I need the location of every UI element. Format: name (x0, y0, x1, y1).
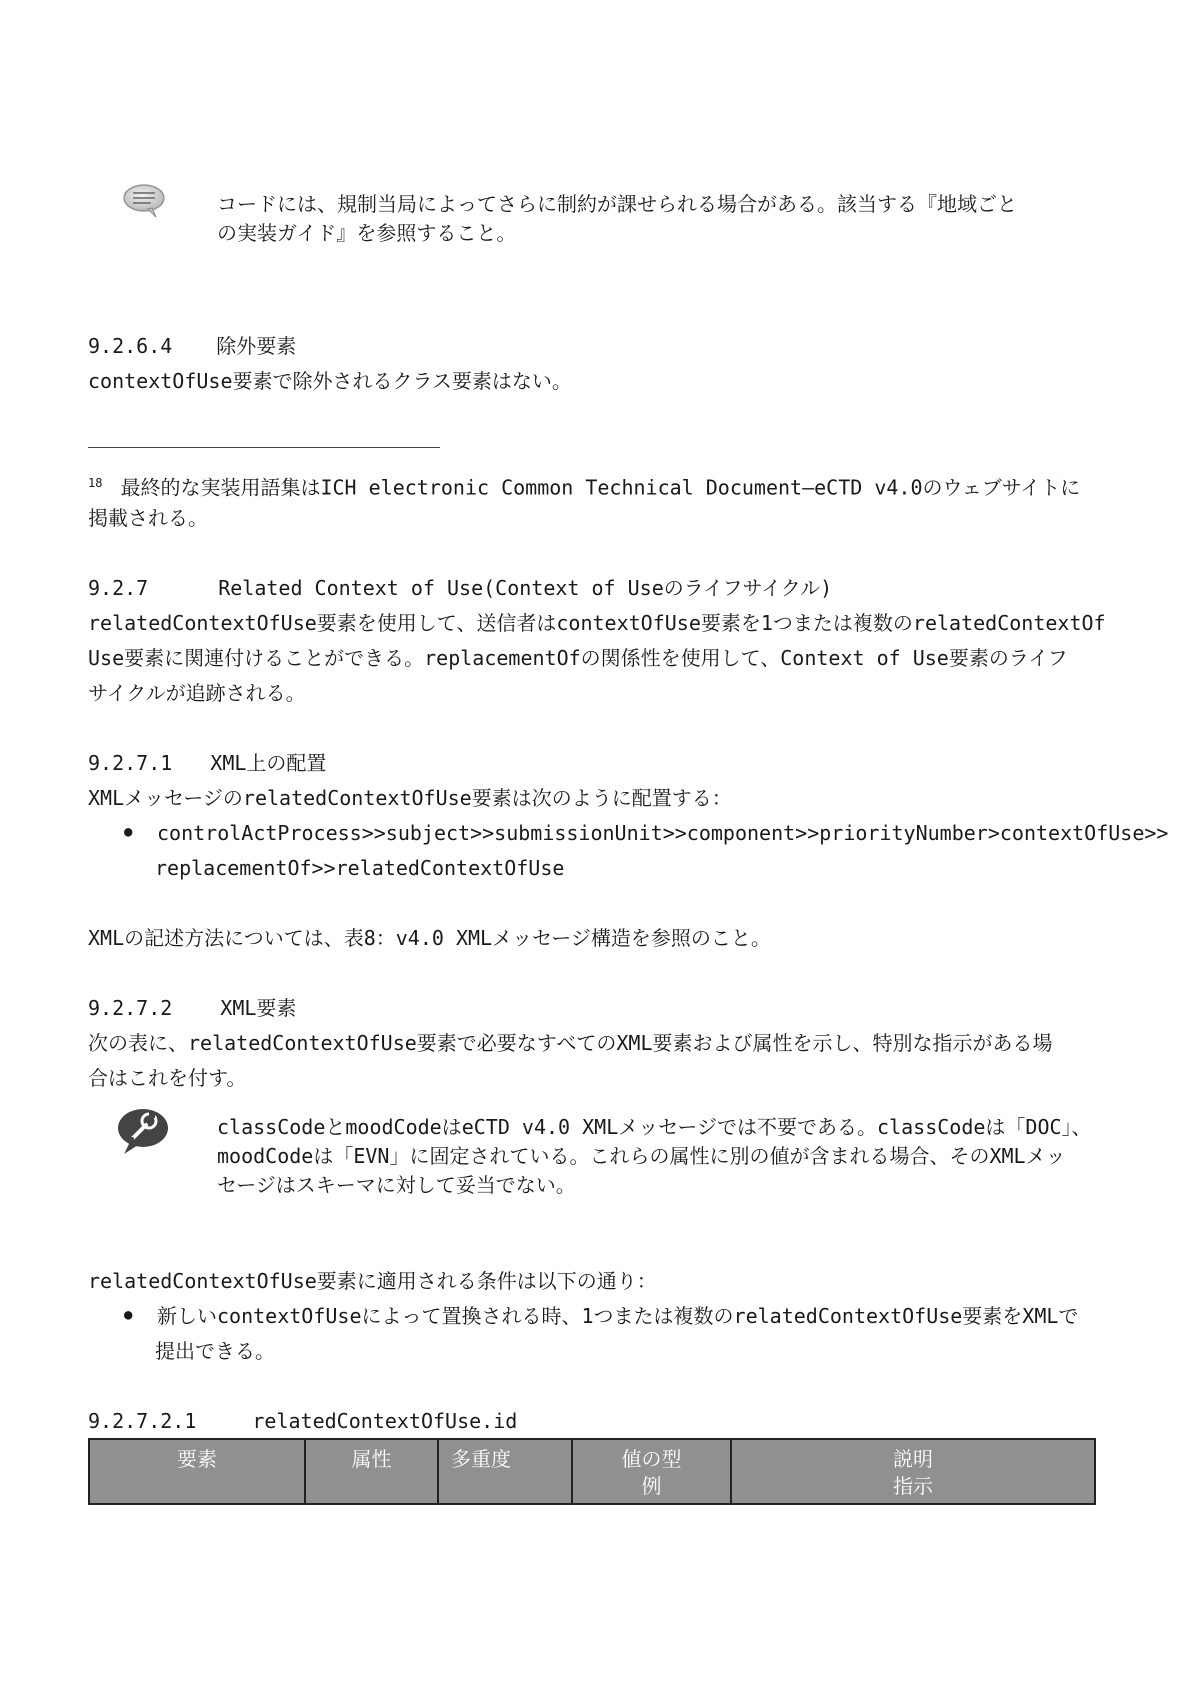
header-cardinality: 多重度 (438, 1439, 572, 1504)
section-title: relatedContextOfUse.id (252, 1409, 518, 1433)
header-attribute: 属性 (305, 1439, 438, 1504)
section-number: 9.2.7.2 (88, 996, 173, 1020)
footnote-separator (88, 447, 440, 448)
footnote-line: 最終的な実装用語集はICH electronic Common Technical Document―eCTD v4.0のウェブサイトに (120, 475, 1081, 500)
section-number: 9.2.7.1 (88, 751, 173, 775)
section-title: XML要素 (220, 996, 297, 1020)
note-text (217, 1113, 1092, 1200)
paragraph: XMLメッセージのrelatedContextOfUse要素は次のように配置する： (88, 786, 732, 810)
footnote-line: 掲載される。 (88, 506, 208, 530)
paragraph-line: 合はこれを付す。 (88, 1066, 247, 1090)
header-description (731, 1439, 1095, 1504)
footnote (88, 466, 1080, 506)
footnote-number: 18 (88, 476, 103, 490)
section-number: 9.2.6.4 (88, 334, 173, 358)
wrench-bubble-icon (116, 1107, 172, 1157)
section-heading (88, 329, 296, 364)
section-heading (88, 1404, 517, 1439)
section-heading (88, 991, 296, 1026)
paragraph-line: relatedContextOfUse要素を使用して、送信者はcontextOfUse要素を1つまたは複数のrelatedContextOf (88, 611, 1106, 635)
section-title: 除外要素 (216, 334, 297, 358)
bullet-icon: ● (124, 1307, 133, 1323)
bullet-line: replacementOf>>relatedContextOfUse (155, 856, 565, 880)
header-value-type (572, 1439, 731, 1504)
header-value-type-label: 値の型 (621, 1447, 682, 1471)
section-number: 9.2.7.2.1 (88, 1409, 197, 1433)
note-line: classCodeとmoodCodeはeCTD v4.0 XMLメッセージでは不要である。classCodeは「DOC」、 (217, 1115, 1092, 1139)
note-line: セージはスキーマに対して妥当でない。 (217, 1173, 576, 1197)
note-text (217, 190, 1017, 248)
header-instruction-label: 指示 (893, 1474, 933, 1498)
paragraph: relatedContextOfUse要素に適用される条件は以下の通り： (88, 1269, 657, 1293)
header-description-label: 説明 (893, 1447, 933, 1471)
paragraph: contextOfUse要素で除外されるクラス要素はない。 (88, 369, 572, 393)
paragraph-line: 次の表に、relatedContextOfUse要素で必要なすべてのXML要素および属性を示し、特別な指示がある場 (88, 1031, 1053, 1055)
bullet-line: controlActProcess>>subject>>submissionUnit>>component>>priorityNumber>contextOfUse>> (157, 821, 1169, 845)
table-header-row (89, 1439, 1095, 1504)
speech-bubble-icon (122, 183, 166, 219)
section-title: XML上の配置 (210, 751, 327, 775)
paragraph-line: Use要素に関連付けることができる。replacementOfの関係性を使用して、Context of Use要素のライフ (88, 646, 1068, 670)
paragraph-line: サイクルが追跡される。 (88, 681, 306, 705)
section-heading (88, 571, 832, 606)
header-element: 要素 (89, 1439, 305, 1504)
bullet-line: 提出できる。 (155, 1339, 275, 1363)
bullet-icon: ● (124, 824, 133, 840)
note-line: moodCodeは「EVN」に固定されている。これらの属性に別の値が含まれる場合、そのXMLメッ (217, 1144, 1066, 1168)
section-number: 9.2.7 (88, 576, 149, 600)
paragraph: XMLの記述方法については、表8：v4.0 XMLメッセージ構造を参照のこと。 (88, 926, 771, 950)
element-table (88, 1438, 1096, 1505)
header-example-label: 例 (641, 1474, 662, 1498)
bullet-line: 新しいcontextOfUseによって置換される時、1つまたは複数のrelatedContextOfUse要素をXMLで (157, 1304, 1079, 1328)
section-heading (88, 746, 326, 781)
note-line: の実装ガイド』を参照すること。 (217, 221, 517, 245)
section-title: Related Context of Use(Context of Useのライフサイクル) (218, 576, 833, 600)
note-line: コードには、規制当局によってさらに制約が課せられる場合がある。該当する『地域ごと (217, 192, 1017, 216)
